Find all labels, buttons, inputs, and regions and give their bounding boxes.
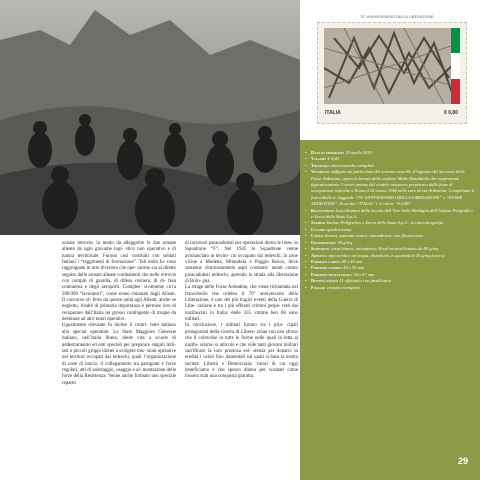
spec-label: Formato tracciatura: [311,271,353,277]
paragraph: Ugualmente rilevante fu inoltre il contri- buto italiano allo special operation. Lo Stato Maggiore Generale italiano, nell’Italia libera, diede vita a scuole di addestramento ed enti speciali per preparare singoli mili- tari o piccoli gruppi idonei a svolgere mis- sioni operative nei territori occupati dai tedeschi, quali l’organizzazione di zone di lancio, il collegamento tra partigiani e forze regolari, atti di sabotaggio, usaggio e al- mentazione delle forze della Resistenza. Venne anche formato uno speciale reparto [62,323,176,386]
spec-label: Colori: [311,226,326,232]
spec-value: quadricromia [326,226,352,232]
spec-label: Bozzettista: [311,207,335,213]
spec-value: ottocentomila esemplari [330,162,375,168]
spec-value: 11 effettuata con fustellatura [339,278,392,284]
stamp-value: € 0,80 [444,110,458,116]
spec-value: 48 x 40 mm [341,258,363,264]
spec-item [305,208,475,221]
spec-item [305,169,475,207]
article-column-middle [185,241,298,381]
spec-value: ventotto esemplari [326,284,360,290]
italian-flag-icon [451,28,460,104]
paragraph: di incursori paracadutisti per operazioni dietro le linee, lo Squadrone “F”. Nel 1945 lo Squadrone venne aviolanciato in territo- rio occupato dai tedeschi, in zone vicine a Modena, Mirandola e Poggio Rusco, dove sostenne vittoriosamente aspri combatti- menti contro paracadutisti tedeschi, aprendo la strada alla liberazione di Bolo- gna. [185,241,298,285]
stamp [317,22,467,124]
wartime-photo [0,0,300,235]
paragraph: zonale retrovie, in modo da alleggerire le due armate alleate da ogni gravame logi- stico non operativo e di natura territoriale. Furono così costituiti con soldati Italiani i “reggimenti di formazione”. Tali unità fu- rono raggruppate in otto divisioni che ope- rarono sia al diretto seguito delle armate alleate combattenti che nelle retrovie con compiti di guardia, di difesa costiera, di di- fesa contraerea e degli aeroporti. Comples- sivamente circa 200.000 “lavoratori”, come erano chiamati dagli Alleati. Il concorso of- ferto da queste unità agli Alleati, anche se negletto, risultò di primaria importanza e permise loro di recuperare dall’Italia un grosso contingente di truppe da destinare ad altri teatri operativi. [62,241,176,323]
spec-value: raffigura un particolare del solenne cancello d’ingresso del Sacrario delle Fosse Ardeatine, opera in bronzo dello scultore Mirko Basaldella che rappresenta figurativamente l’orrore umano del crudele massacro perpetrato dalle forze di occupazione tedesche a Roma il 24 marzo 1944 nelle cave di via Ardeatina. Completano il francobollo le leggende “70° ANNIVERSARIO DELLA LIBERAZIONE” e “FOSSE ARDEATINE”, la scritta “ITALIA” e il valore “€ 0,80” [311,169,475,207]
spec-label: Formato stampa: [311,265,343,271]
spec-label: Vignetta: [311,169,330,175]
article-column-left [62,241,176,387]
paragraph: La strage delle Fosse Ardeatine, che viene richiamata nel francobollo che celebra il 70° anniversario della Liberazione, è uno dei più tragici eventi della Guerra di Libe- razione e tra i più efferati crimini perpe- trati dai nazifascisti in Italia: delle 335 vittime ben 68 sono militari. [185,285,298,323]
spec-label: Valore: [311,156,327,162]
spec-value: Istituto Poligrafico e Zecca dello Stato S.p.A., in rotocalcografia [326,220,444,226]
spec-label: Formato carta: [311,258,341,264]
spec-value: Luca Romani della Scuola dell’Arte della Medaglia dell’Istituto Poligrafico e Zecca dello Stato S.p.A. [311,207,473,220]
spec-label: Data di emissione: [311,150,345,155]
stamp-header: 70° ANNIVERSARIO DELLA LIBERAZIONE [360,15,434,19]
spec-label: Foglio: [311,284,326,290]
technical-specs-list [305,150,475,291]
spec-label: Stampa: [311,220,326,226]
stamp-country: ITALIA [325,110,341,116]
spec-value: 90 g/mq [337,239,353,245]
spec-label: Grammatura: [311,239,337,245]
spec-value: 44 x 36 mm [343,265,365,271]
spec-item [305,285,475,291]
spec-label: Carta: [311,233,324,239]
paragraph: In conclusione, i militari furono tra i prin- cipali protagonisti della Guerra di Libera- zione con uno sforzo che li coinvolse in tutte le forme nelle quali la lotta al nazifa- scismo si articolò e che vide tanti giovani militari sacrificare la loro preziosa esi- stenza per donarci in eredità i valori fon- damentali sui quali si basa la nostra società: Libertà e Democrazia; valori di cui oggi beneficiamo e che spesso diamo per scontati come fossero stati una conquista gratuita. [185,323,298,380]
spec-label: Supporto: [311,246,330,252]
spec-value: € 0,80 [327,156,339,162]
spec-value: 54 x 47 mm [353,271,375,277]
spec-label: Tiratura: [311,162,330,168]
spec-value: 25 aprile 2015 [345,150,372,155]
spec-label: Adesivo: [311,252,328,258]
spec-value: bianca, patinata neutra, autoadesiva, non fluorescente [325,233,424,239]
page-number: 29 [457,456,468,466]
spec-value: tipo acrilico ad acqua, distribuito in quantità di 20 g/mq (secco) [328,252,445,258]
spec-value: carta bianca, autoadesivo Kraft monosiliconato da 80 g/mq [330,246,439,252]
spec-label: Dentellatura: [311,278,339,284]
stamp-artwork [324,28,460,104]
